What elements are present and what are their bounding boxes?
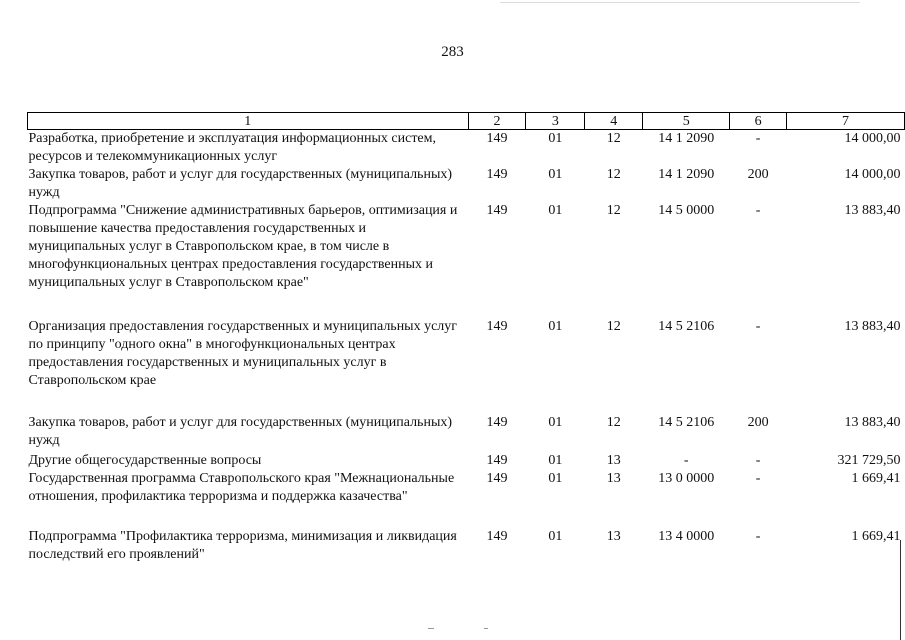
scan-artifact — [428, 628, 434, 629]
row-sum: 321 729,50 — [837, 453, 901, 468]
row-vr: - — [755, 453, 761, 468]
row-sum: 13 883,40 — [844, 415, 901, 430]
row-vr: - — [755, 529, 761, 544]
row-rz: 01 — [548, 529, 563, 544]
row-name: Разработка, приобретение и эксплуатация информационных систем, ресурсов и телекоммуникационных услуг — [28, 131, 437, 164]
row-pr: 13 — [606, 529, 621, 544]
row-name: Государственная программа Ставропольского края "Межнациональные отношения, профилактика терроризма и поддержка казачества" — [28, 471, 455, 504]
column-header-vr: 6 — [730, 113, 787, 130]
row-ved: 149 — [486, 203, 508, 218]
row-name: Другие общегосударственные вопросы — [28, 453, 262, 468]
page-number: 283 — [441, 44, 464, 60]
row-ved: 149 — [486, 453, 508, 468]
scan-edge-line — [900, 540, 901, 640]
table-row — [28, 318, 905, 414]
column-header-sum: 7 — [787, 113, 905, 130]
scan-artifact — [500, 2, 860, 3]
table-row — [28, 414, 905, 452]
row-name: Подпрограмма "Профилактика терроризма, минимизация и ликвидация последствий его проявлений" — [28, 529, 457, 562]
column-header-csr: 5 — [643, 113, 730, 130]
table-row — [28, 166, 905, 202]
row-rz: 01 — [548, 319, 563, 334]
row-csr: 14 5 2106 — [658, 415, 715, 430]
row-pr: 12 — [606, 203, 621, 218]
row-name: Закупка товаров, работ и услуг для государственных (муниципальных) нужд — [28, 415, 453, 448]
row-vr: - — [755, 203, 761, 218]
row-pr: 12 — [606, 319, 621, 334]
row-csr: 14 5 2106 — [658, 319, 715, 334]
row-ved: 149 — [486, 415, 508, 430]
column-header-rz: 3 — [526, 113, 585, 130]
row-sum: 13 883,40 — [844, 203, 901, 218]
row-vr: - — [755, 471, 761, 486]
row-ved: 149 — [486, 319, 508, 334]
row-ved: 149 — [486, 131, 508, 146]
row-csr: - — [683, 453, 689, 468]
row-vr: 200 — [747, 415, 769, 430]
row-sum: 1 669,41 — [851, 471, 901, 486]
row-rz: 01 — [548, 471, 563, 486]
column-header-name: 1 — [28, 113, 469, 130]
table-header-row — [28, 113, 905, 130]
table-row — [28, 470, 905, 528]
row-rz: 01 — [548, 131, 563, 146]
row-csr: 13 0 0000 — [658, 471, 715, 486]
row-name: Подпрограмма "Снижение административных барьеров, оптимизация и повышение качества предоставления государственных и муниципальных услуг в Ставропольском крае, в том числе в многофункциональных центрах предоставления государственных и муниципальных услуг в Ставропольском крае" — [28, 203, 458, 290]
row-vr: - — [755, 319, 761, 334]
table-row — [28, 528, 905, 564]
row-pr: 12 — [606, 415, 621, 430]
row-vr: - — [755, 131, 761, 146]
table-row — [28, 202, 905, 318]
row-rz: 01 — [548, 415, 563, 430]
row-name: Организация предоставления государственных и муниципальных услуг по принципу "одного окна" в многофункциональных центрах предоставления государственных и муниципальных услуг в Ставропольском крае — [28, 319, 458, 388]
row-vr: 200 — [747, 167, 769, 182]
row-pr: 13 — [606, 453, 621, 468]
row-rz: 01 — [548, 167, 563, 182]
row-pr: 13 — [606, 471, 621, 486]
row-csr: 14 1 2090 — [658, 131, 715, 146]
table-row — [28, 130, 905, 167]
row-ved: 149 — [486, 529, 508, 544]
row-csr: 13 4 0000 — [658, 529, 715, 544]
row-pr: 12 — [606, 131, 621, 146]
row-ved: 149 — [486, 167, 508, 182]
column-header-ved: 2 — [468, 113, 526, 130]
row-rz: 01 — [548, 453, 563, 468]
column-header-pr: 4 — [585, 113, 643, 130]
row-csr: 14 1 2090 — [658, 167, 715, 182]
scan-artifact — [484, 628, 488, 629]
row-sum: 1 669,41 — [851, 529, 901, 544]
row-csr: 14 5 0000 — [658, 203, 715, 218]
row-sum: 14 000,00 — [844, 167, 901, 182]
row-pr: 12 — [606, 167, 621, 182]
budget-table — [27, 112, 905, 564]
row-rz: 01 — [548, 203, 563, 218]
table-row — [28, 452, 905, 470]
row-ved: 149 — [486, 471, 508, 486]
row-sum: 14 000,00 — [844, 131, 901, 146]
row-sum: 13 883,40 — [844, 319, 901, 334]
row-name: Закупка товаров, работ и услуг для государственных (муниципальных) нужд — [28, 167, 453, 200]
